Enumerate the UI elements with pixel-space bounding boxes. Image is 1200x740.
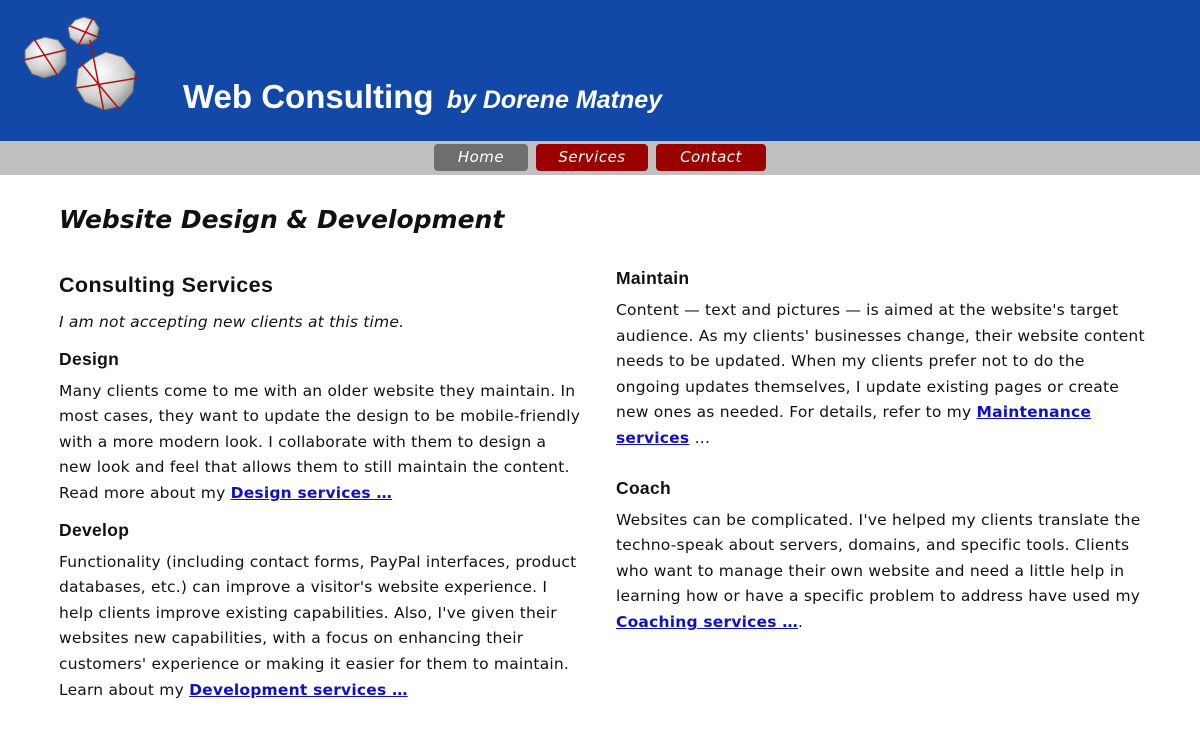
develop-paragraph <box>59 550 583 704</box>
develop-heading: Develop <box>59 519 130 540</box>
coach-period: . <box>797 612 804 631</box>
develop-text: Functionality (including contact forms, PayPal interfaces, product databases, etc.) can improve a visitor's website experience. I help clients improve existing capabilities. Also, I've given their websites new capabilities, with a focus on enhancing their customers' experience or making it easier for them to maintain. Learn about my <box>59 552 577 699</box>
availability-note: I am not accepting new clients at this time. <box>59 313 405 331</box>
maintain-paragraph <box>616 298 1146 452</box>
nav-home-button[interactable]: Home <box>434 144 528 171</box>
nav-bar <box>0 141 1200 175</box>
maintain-ellipsis: … <box>694 428 711 447</box>
coaching-services-link[interactable]: Coaching services … <box>616 612 798 631</box>
site-title <box>183 78 662 116</box>
right-column <box>616 265 1146 636</box>
maintain-heading: Maintain <box>616 268 690 288</box>
design-heading: Design <box>59 348 120 369</box>
site-title-text: Web Consulting <box>183 78 434 115</box>
site-header <box>0 0 1200 141</box>
design-services-link[interactable]: Design services … <box>230 483 393 502</box>
nav-services-button[interactable]: Services <box>536 144 648 171</box>
site-byline: by Dorene Matney <box>446 86 663 114</box>
maintenance-services-link[interactable]: Maintenance services <box>616 403 1092 447</box>
left-column <box>59 270 583 703</box>
page-title: Website Design & Development <box>59 205 505 234</box>
coach-paragraph <box>616 508 1146 636</box>
development-services-link[interactable]: Development services … <box>189 680 408 699</box>
maintain-text: Content — text and pictures — is aimed at the website's target audience. As my clients' businesses change, their website content needs to be updated. When my clients prefer not to do the ongoing updates themselves, I update existing pages or create new ones as needed. For details, refer to my <box>616 301 1145 422</box>
section-title-consulting: Consulting Services <box>59 273 274 297</box>
octagons-logo-icon <box>20 12 144 122</box>
design-text: Many clients come to me with an older website they maintain. In most cases, they want to update the design to be mobile-friendly with a more modern look. I collaborate with them to design a new look and feel that allows them to still maintain the content. Read more about my <box>59 381 581 502</box>
coach-heading: Coach <box>616 477 671 498</box>
coach-text: Websites can be complicated. I've helped my clients translate the techno-speak about servers, domains, and specific tools. Clients who want to manage their own website and need a little help in learning how or have a specific problem to address have used my <box>616 510 1141 606</box>
design-paragraph <box>59 379 583 507</box>
nav-contact-button[interactable]: Contact <box>656 144 766 171</box>
